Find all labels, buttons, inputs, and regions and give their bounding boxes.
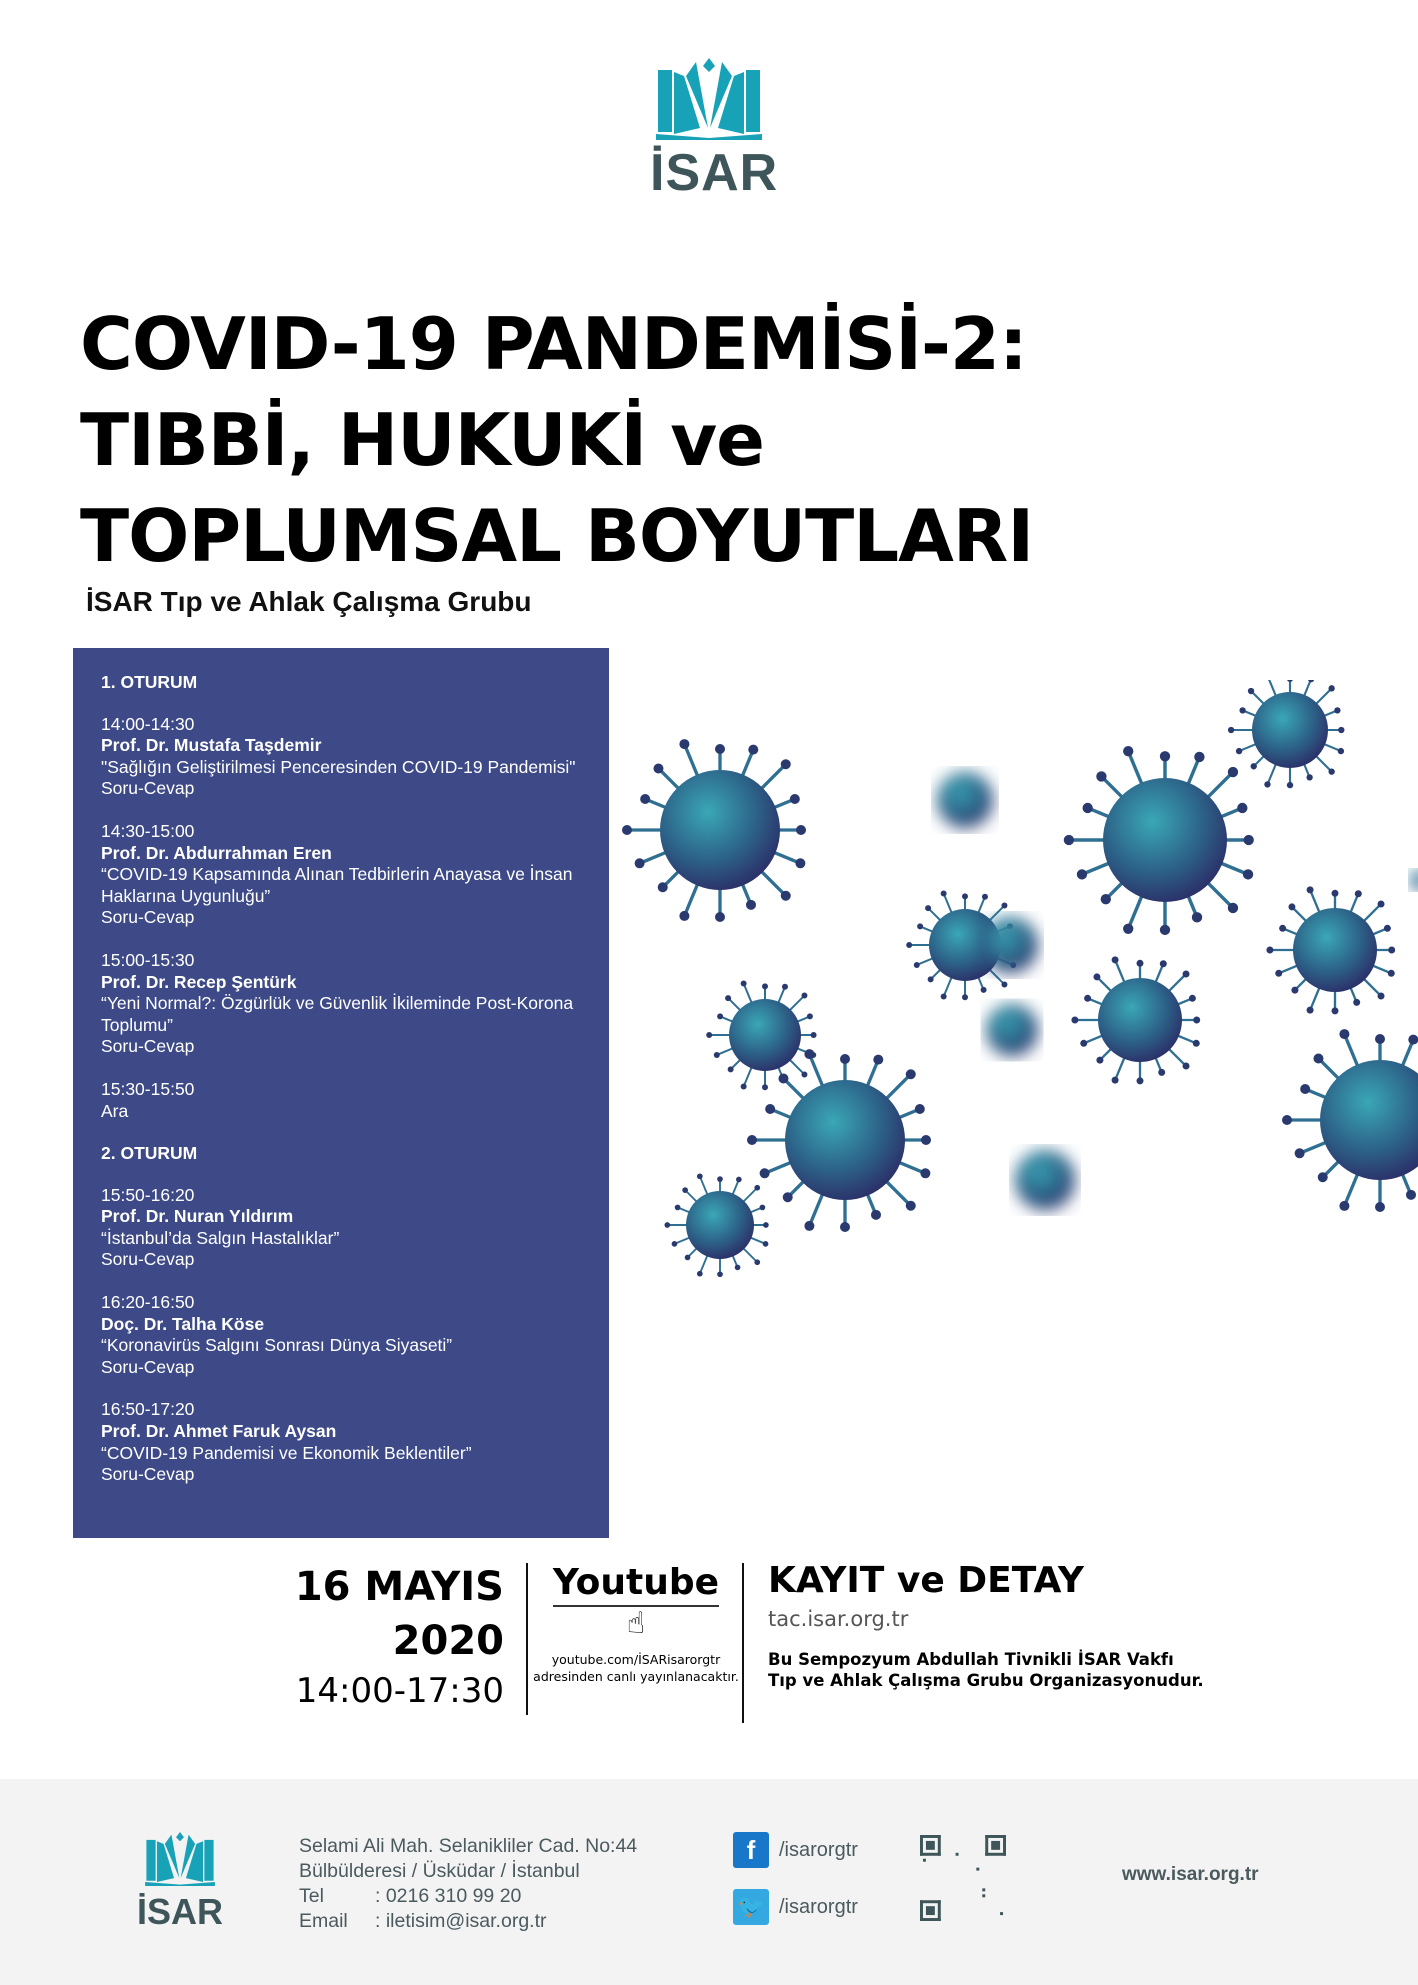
email-value[interactable]: : iletisim@isar.org.tr [375,1910,547,1932]
title-line: TOPLUMSAL BOYUTLARI [80,494,1034,578]
qa-label: Soru-Cevap [101,778,195,799]
qa-label: Soru-Cevap [101,907,195,928]
title-line: TIBBİ, HUKUKİ ve [80,398,764,482]
organizer-note: Tıp ve Ahlak Çalışma Grubu Organizasyonudur. [768,1671,1204,1690]
program-item [101,1399,581,1485]
program-item [101,714,581,800]
virus-particle [1071,956,1200,1084]
event-day: 16 MAYIS [294,1564,504,1610]
facebook-link[interactable] [733,1832,858,1868]
organizer-note: Bu Sempozyum Abdullah Tivnikli İSAR Vakfı [768,1650,1174,1669]
session-time: 15:50-16:20 [101,1184,195,1205]
virus-particle [1282,1029,1418,1212]
program-item [101,821,581,929]
virus-particle [1015,1150,1075,1210]
virus-particle [1228,680,1345,788]
divider [742,1563,744,1723]
qa-label: Soru-Cevap [101,1036,195,1057]
divider [526,1563,528,1715]
facebook-icon: f [733,1832,769,1868]
session-time: 16:50-17:20 [101,1399,195,1420]
registration-heading: KAYIT ve DETAY [768,1560,1085,1601]
speaker-name: Doç. Dr. Talha Köse [101,1313,265,1334]
session-time: 16:20-16:50 [101,1292,195,1313]
event-year: 2020 [392,1618,504,1664]
program-item [101,1292,581,1378]
youtube-link[interactable]: Youtube [553,1562,719,1607]
talk-title: “Yeni Normal?: Özgürlük ve Güvenlik İkileminde Post-Korona Toplumu” [101,993,574,1035]
footer-logo [135,1832,225,1933]
twitter-link[interactable] [733,1889,858,1925]
open-book-logo-icon [145,1832,215,1886]
registration-link[interactable]: tac.isar.org.tr [768,1607,909,1631]
twitter-icon: 🐦 [733,1889,769,1925]
email-label: Email [299,1910,348,1932]
program-item [101,950,581,1058]
facebook-handle: /isarorgtr [779,1838,858,1861]
virus-particle [1410,870,1418,890]
qa-label: Soru-Cevap [101,1356,195,1377]
address-line: Bülbülderesi / Üsküdar / İstanbul [299,1860,580,1882]
website-link[interactable]: www.isar.org.tr [1122,1864,1259,1885]
session-time: 15:30-15:50 [101,1078,195,1099]
speaker-name: Prof. Dr. Mustafa Taşdemir [101,735,322,756]
hand-pointer-icon: ☝ [626,1606,646,1641]
event-date [270,1560,504,1714]
speaker-name: Prof. Dr. Nuran Yıldırım [101,1206,294,1227]
virus-particle [747,1049,931,1232]
talk-title: Ara [101,1100,129,1121]
open-book-logo-icon [656,58,762,140]
session-time: 15:00-15:30 [101,949,195,970]
logo-text: İSAR [650,144,779,202]
virus-particle [706,980,816,1090]
talk-title: “İstanbul’da Salgın Hastalıklar” [101,1227,340,1248]
tel-label: Tel [299,1885,324,1907]
virus-particle [1064,746,1254,935]
talk-title: “Koronavirüs Salgını Sonrası Dünya Siyaseti” [101,1335,453,1356]
speaker-name: Prof. Dr. Ahmet Faruk Aysan [101,1421,337,1442]
event-hours: 14:00-17:30 [295,1671,504,1711]
page-title [80,296,1033,584]
address-line: Selami Ali Mah. Selanikliler Cad. No:44 [299,1835,638,1857]
twitter-handle: /isarorgtr [779,1895,858,1918]
speaker-name: Prof. Dr. Recep Şentürk [101,971,297,992]
qa-label: Soru-Cevap [101,1464,195,1485]
session-time: 14:30-15:00 [101,820,195,841]
virus-particle [986,1004,1038,1056]
title-line: COVID-19 PANDEMİSİ-2: [80,302,1027,386]
virus-particle [982,917,1038,973]
session-heading: 1. OTURUM [101,672,198,692]
tel-value[interactable]: : 0216 310 99 20 [375,1885,522,1907]
youtube-url[interactable]: youtube.com/İSARisarorgtr [551,1652,721,1667]
program-item [101,1185,581,1271]
contact-info [299,1834,637,1934]
session-heading: 2. OTURUM [101,1143,198,1164]
subtitle: İSAR Tıp ve Ahlak Çalışma Grubu [86,586,532,617]
virus-illustration [600,680,1418,1300]
virus-particle [622,739,806,922]
qr-code-icon [920,1834,1006,1922]
session-time: 14:00-14:30 [101,713,195,734]
talk-title: “COVID-19 Kapsamında Alınan Tedbirlerin Anayasa ve İnsan Haklarına Uygunluğu” [101,864,573,906]
program-panel [73,648,609,1538]
youtube-block [532,1562,740,1685]
footer-logo-text: İSAR [136,1891,223,1932]
speaker-name: Prof. Dr. Abdurrahman Eren [101,842,332,863]
virus-particle [937,772,993,828]
youtube-note: adresinden canlı yayınlanacaktır. [533,1669,739,1684]
talk-title: “COVID-19 Pandemisi ve Ekonomik Beklentiler” [101,1442,472,1463]
virus-particle [664,1173,768,1277]
registration-block [768,1560,1204,1691]
virus-particle [1266,886,1395,1014]
talk-title: "Sağlığın Geliştirilmesi Penceresinden COVID-19 Pandemisi" [101,756,576,777]
isar-logo [650,58,779,202]
program-item [101,1079,581,1122]
qa-label: Soru-Cevap [101,1249,195,1270]
